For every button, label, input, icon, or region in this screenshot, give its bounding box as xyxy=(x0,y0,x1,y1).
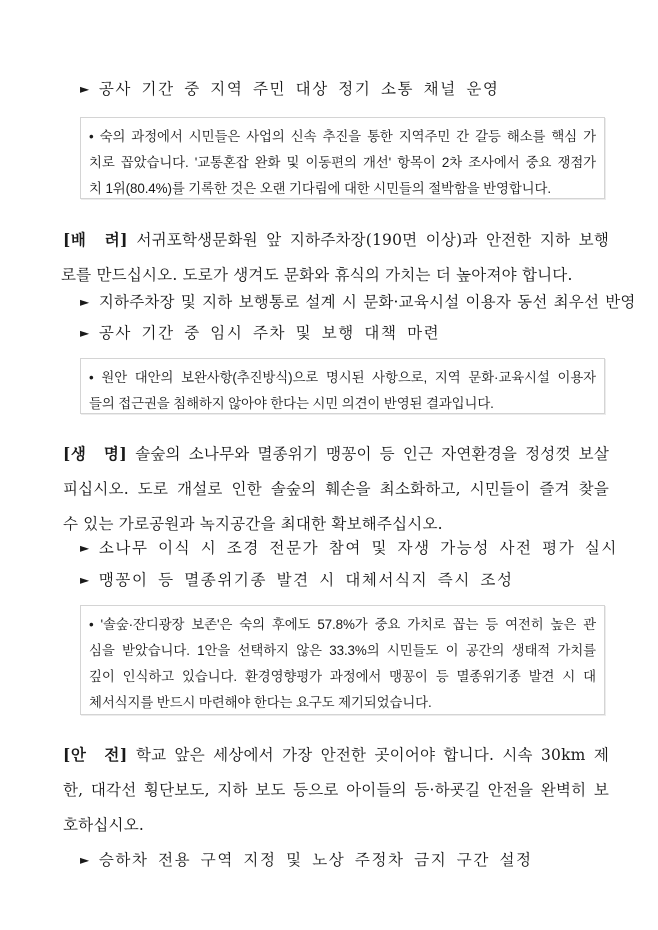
action-item xyxy=(80,536,618,558)
note-line: 치 1위(80.4%)를 기록한 것은 오랜 기다림에 대한 시민들의 절박함을 반영합니다. xyxy=(89,181,551,196)
section-life xyxy=(63,436,609,542)
section-tag: [배 려] xyxy=(63,230,129,249)
paragraph-line: 솔숲의 소나무와 멸종위기 맹꽁이 등 인근 자연환경을 정성껏 보살 xyxy=(127,445,609,463)
arrow-bullet-icon: ► xyxy=(80,82,91,96)
note-box-intro xyxy=(80,117,605,199)
section-safety xyxy=(63,737,609,843)
note-box-consideration xyxy=(80,358,605,414)
action-item-text: 공사 기간 중 지역 주민 대상 정기 소통 채널 운영 xyxy=(98,80,500,98)
action-item xyxy=(80,290,636,312)
note-line: 들의 접근권을 침해하지 않아야 한다는 시민 의견이 반영된 결과입니다. xyxy=(89,396,494,411)
paragraph-line: 한, 대각선 횡단보도, 지하 보도 등으로 아이들의 등·하굣길 안전을 완벽히 보 xyxy=(63,781,609,799)
action-item xyxy=(80,77,499,99)
note-line: 체서식지를 반드시 마련해야 한다는 요구도 제기되었습니다. xyxy=(89,695,432,710)
note-line: • '솔숲·잔디광장 보존'은 숙의 후에도 57.8%가 중요 가치로 꼽는 등 여전히 높은 관 xyxy=(89,617,596,632)
paragraph-line: 피십시오. 도로 개설로 인한 솔숲의 훼손을 최소화하고, 시민들이 즐겨 찾을 xyxy=(63,480,609,498)
action-item xyxy=(80,568,514,590)
note-box-life xyxy=(80,605,605,715)
arrow-bullet-icon: ► xyxy=(80,541,91,555)
action-item-text: 승하차 전용 구역 지정 및 노상 주정차 금지 구간 설정 xyxy=(98,851,533,869)
action-item-text: 소나무 이식 시 조경 전문가 참여 및 자생 가능성 사전 평가 실시 xyxy=(98,539,618,557)
action-item-text: 맹꽁이 등 멸종위기종 발견 시 대체서식지 즉시 조성 xyxy=(98,571,514,589)
section-consideration xyxy=(63,222,609,293)
action-item xyxy=(80,848,533,870)
paragraph-line: 학교 앞은 세상에서 가장 안전한 곳이어야 합니다. 시속 30km 제 xyxy=(127,746,609,764)
arrow-bullet-icon: ► xyxy=(80,573,91,587)
action-item-text: 지하주차장 및 지하 보행통로 설계 시 문화·교육시설 이용자 동선 최우선 반영 xyxy=(98,293,636,311)
note-line: 치로 꼽았습니다. '교통혼잡 완화 및 이동편의 개선' 항목이 2차 조사에서 중요 쟁점가 xyxy=(89,155,596,170)
paragraph-line: 서귀포학생문화원 앞 지하주차장(190면 이상)과 안전한 지하 보행 xyxy=(128,231,610,249)
note-line: • 원안 대안의 보완사항(추진방식)으로 명시된 사항으로, 지역 문화·교육시설 이용자 xyxy=(89,370,596,385)
action-item xyxy=(80,321,440,343)
paragraph-line: 호하십시오. xyxy=(63,816,144,834)
section-tag: [안 전] xyxy=(63,745,128,764)
section-tag: [생 명] xyxy=(63,444,128,463)
arrow-bullet-icon: ► xyxy=(80,853,91,867)
arrow-bullet-icon: ► xyxy=(80,326,91,340)
arrow-bullet-icon: ► xyxy=(80,295,91,309)
action-item-text: 공사 기간 중 임시 주차 및 보행 대책 마련 xyxy=(98,324,441,342)
paragraph-line: 로를 만드십시오. 도로가 생겨도 문화와 휴식의 가치는 더 높아져야 합니다. xyxy=(61,266,573,284)
note-line: 깊이 인식하고 있습니다. 환경영향평가 과정에서 맹꽁이 등 멸종위기종 발견 시 대 xyxy=(89,669,596,684)
paragraph-line: 수 있는 가로공원과 녹지공간을 최대한 확보해주십시오. xyxy=(63,515,443,533)
note-line: 심을 받았습니다. 1안을 선택하지 않은 33.3%의 시민들도 이 공간의 생태적 가치를 xyxy=(89,643,596,658)
note-line: • 숙의 과정에서 시민들은 사업의 신속 추진을 통한 지역주민 간 갈등 해소를 핵심 가 xyxy=(89,129,596,144)
